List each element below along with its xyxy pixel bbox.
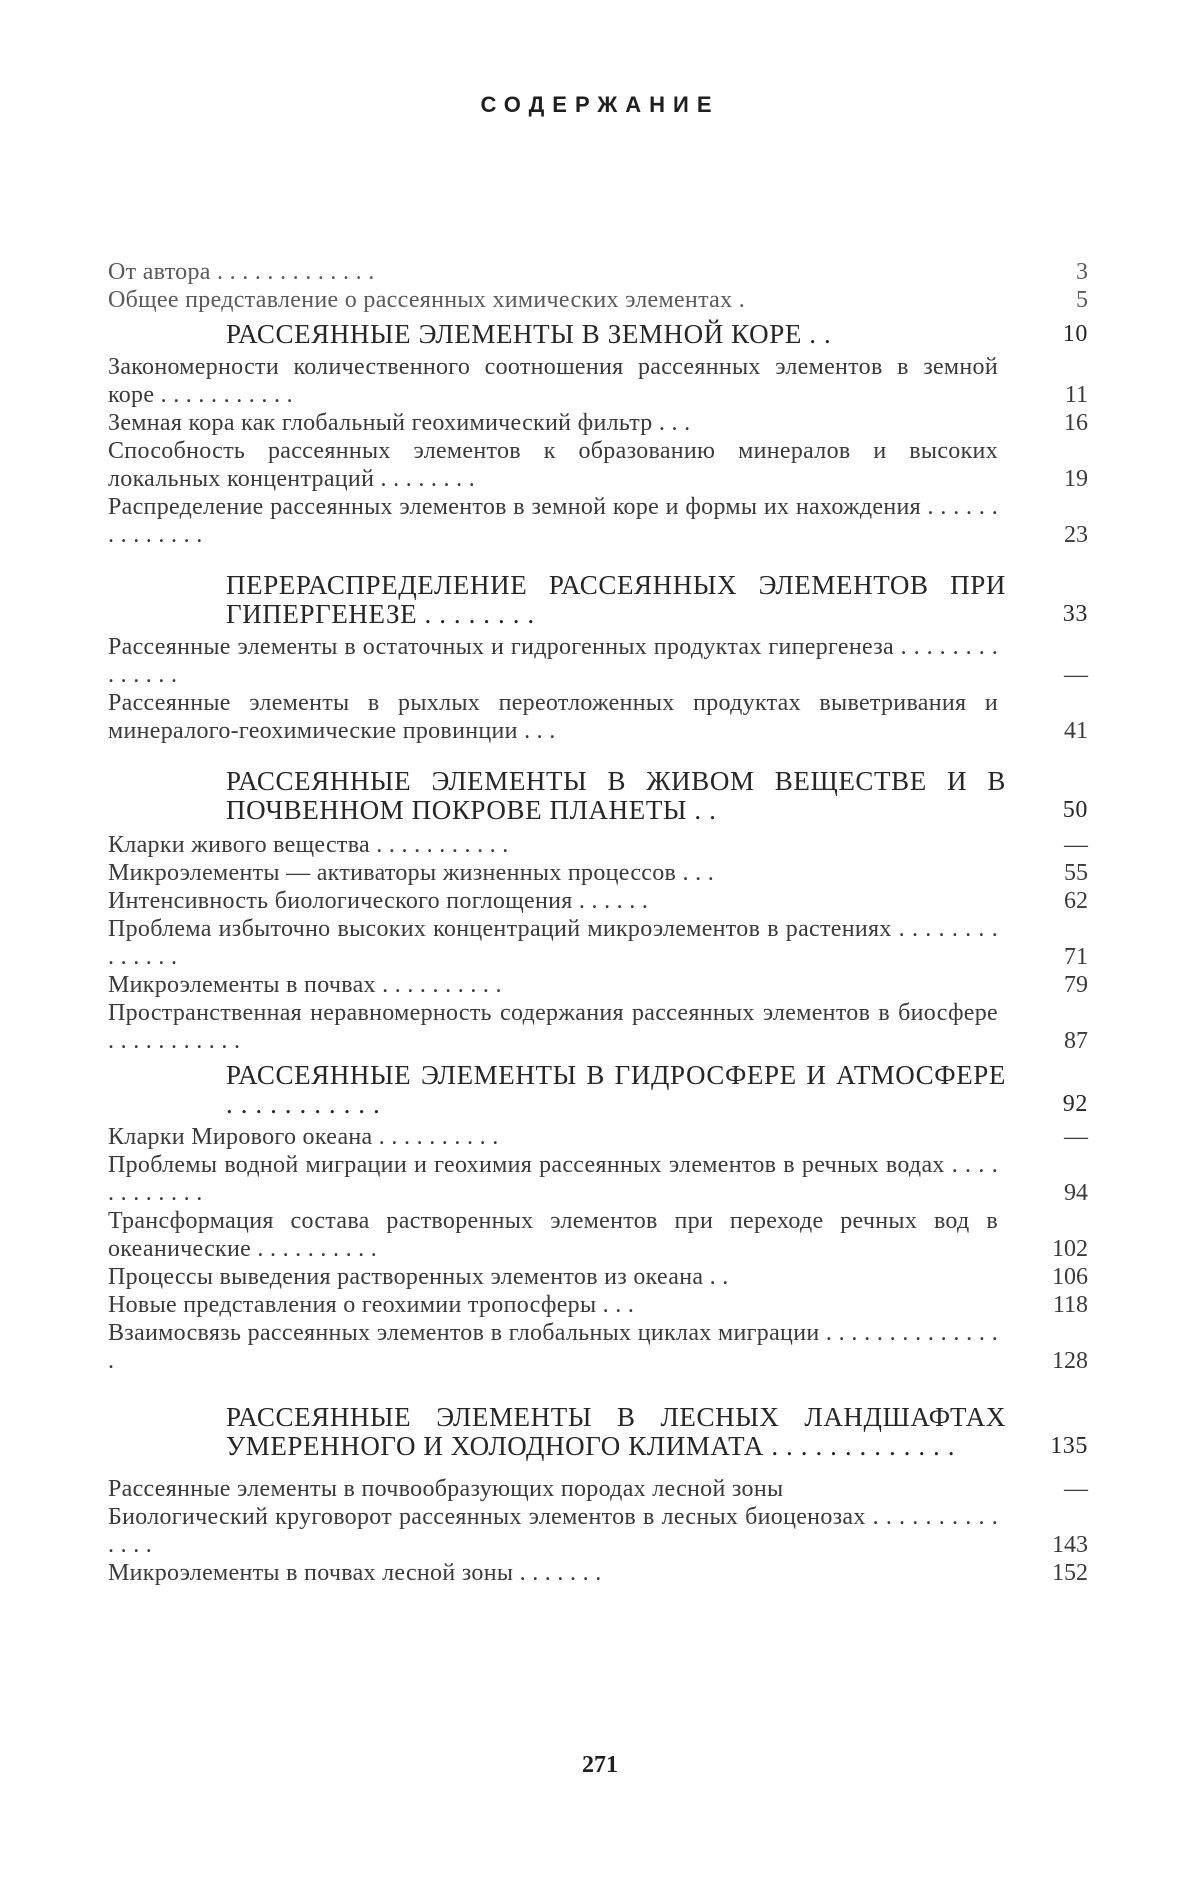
toc-section-title: ПЕРЕРАСПРЕДЕЛЕНИЕ РАССЕЯННЫХ ЭЛЕМЕНТОВ ПРИ ГИПЕРГЕНЕЗЕ . . . . . . . . [226,570,1006,629]
toc-page-number: 16 [1064,410,1088,436]
toc-page-number: 19 [1064,466,1088,492]
page-heading: СОДЕРЖАНИЕ [480,92,720,117]
toc-entry-title: Общее представление о рассеянных химических элементах . [108,287,746,313]
toc-page-number: 55 [1064,860,1088,886]
toc-entry-title: От автора . . . . . . . . . . . . . [108,259,375,285]
toc-entry [108,887,1088,915]
toc-entry-title: Способность рассеянных элементов к образованию минералов и высоких локальных концентраций . . . . . . . . [108,438,998,492]
toc-entry [108,1559,1088,1587]
toc-section [108,1403,1088,1461]
toc-page-number: 10 [1062,321,1088,347]
toc-page-number: 106 [1052,1264,1088,1290]
toc-entry-title: Микроэлементы — активаторы жизненных процессов . . . [108,860,714,886]
toc-page-number: 62 [1064,888,1088,914]
toc-entry-title: Процессы выведения растворенных элементов из океана . . [108,1264,729,1290]
toc-entry-title: Кларки Мирового океана . . . . . . . . . . [108,1124,499,1150]
toc-entry-title: Проблема избыточно высоких концентраций микроэлементов в растениях . . . . . . . . . . . . . . [108,916,998,970]
toc-entry-title: Взаимосвязь рассеянных элементов в глобальных циклах миграции . . . . . . . . . . . . . . . [108,1320,998,1374]
toc-entry-title: Биологический круговорот рассеянных элементов в лесных биоценозах . . . . . . . . . . . . . . [108,1504,998,1558]
toc-entry [108,999,1088,1055]
toc-page-number: 135 [1050,1433,1088,1459]
toc-entry [108,437,1088,493]
toc-section [108,571,1088,629]
toc-entry [108,1291,1088,1319]
toc-entry [108,859,1088,887]
toc-page-number: 102 [1052,1236,1088,1262]
toc-entry-title: Новые представления о геохимии тропосферы . . . [108,1292,635,1318]
toc-section-title: РАССЕЯННЫЕ ЭЛЕМЕНТЫ В ГИДРОСФЕРЕ И АТМОСФЕРЕ . . . . . . . . . . . [226,1060,1006,1119]
toc-entry [108,1123,1088,1151]
toc-page-number: 87 [1064,1028,1088,1054]
toc-entry-title: Трансформация состава растворенных элементов при переходе речных вод в океанические . . . . . . . . . . [108,1208,998,1262]
toc-entry [108,1207,1088,1263]
toc-entry-title: Рассеянные элементы в рыхлых переотложенных продуктах выветривания и минералого-геохимические провинции . . . [108,690,998,744]
toc-page-number: 3 [1076,259,1088,285]
toc-page-number: 23 [1064,522,1088,548]
toc-entry-title: Микроэлементы в почвах . . . . . . . . . . [108,972,502,998]
toc-page-number: 79 [1064,972,1088,998]
table-of-contents [108,258,1088,1587]
toc-entry [108,1319,1088,1375]
toc-entry-title: Проблемы водной миграции и геохимия рассеянных элементов в речных водах . . . . . . . . . . . . [108,1152,998,1206]
toc-section [108,1061,1088,1119]
toc-section-title: РАССЕЯННЫЕ ЭЛЕМЕНТЫ В ЗЕМНОЙ КОРЕ . . [226,319,832,349]
toc-entry-title: Пространственная неравномерность содержания рассеянных элементов в биосфере . . . . . . . . . . . [108,1000,998,1054]
toc-page-number: 5 [1076,287,1088,313]
toc-page-number: 11 [1064,382,1088,408]
toc-entry [108,1263,1088,1291]
toc-page-number: 71 [1064,944,1088,970]
toc-entry-title: Интенсивность биологического поглощения . . . . . . [108,888,649,914]
toc-section-title: РАССЕЯННЫЕ ЭЛЕМЕНТЫ В ЛЕСНЫХ ЛАНДШАФТАХ УМЕРЕННОГО И ХОЛОДНОГО КЛИМАТА . . . . . . . . . . . . . [226,1402,1006,1461]
toc-page-number: — [1064,1124,1088,1150]
toc-page-number: 33 [1062,601,1088,627]
toc-page-number: 41 [1064,718,1088,744]
toc-section-title: РАССЕЯННЫЕ ЭЛЕМЕНТЫ В ЖИВОМ ВЕЩЕСТВЕ И В ПОЧВЕННОМ ПОКРОВЕ ПЛАНЕТЫ . . [226,766,1006,825]
toc-page-number: — [1064,832,1088,858]
toc-entry [108,409,1088,437]
toc-entry [108,258,1088,286]
toc-entry [108,1151,1088,1207]
toc-entry [108,689,1088,745]
toc-page-number: 94 [1064,1180,1088,1206]
toc-entry-title: Закономерности количественного соотношения рассеянных элементов в земной коре . . . . . . . . . . . [108,354,998,408]
toc-page-number: 143 [1052,1532,1088,1558]
toc-entry-title: Распределение рассеянных элементов в земной коре и формы их нахождения . . . . . . . . . . . . . . [108,494,998,548]
toc-page-number: — [1064,662,1088,688]
toc-page-number: 152 [1052,1560,1088,1586]
toc-entry-title: Рассеянные элементы в остаточных и гидрогенных продуктах гипергенеза . . . . . . . . . . . . . . [108,634,998,688]
toc-entry [108,633,1088,689]
toc-entry [108,286,1088,314]
toc-entry [108,1503,1088,1559]
toc-page-number: — [1064,1476,1088,1502]
toc-entry [108,493,1088,549]
toc-entry [108,353,1088,409]
toc-entry-title: Микроэлементы в почвах лесной зоны . . . . . . . [108,1560,602,1586]
toc-entry-title: Земная кора как глобальный геохимический фильтр . . . [108,410,691,436]
toc-entry [108,915,1088,971]
toc-entry [108,971,1088,999]
toc-entry-title: Кларки живого вещества . . . . . . . . . . . [108,832,509,858]
toc-section [108,767,1088,825]
page-number: 271 [582,1752,618,1778]
toc-entry [108,831,1088,859]
toc-page-number: 128 [1052,1348,1088,1374]
toc-page-number: 118 [1052,1292,1088,1318]
toc-entry [108,1475,1088,1503]
toc-page-number: 50 [1062,797,1088,823]
toc-page-number: 92 [1062,1091,1088,1117]
toc-section [108,320,1088,349]
toc-entry-title: Рассеянные элементы в почвообразующих породах лесной зоны [108,1476,784,1502]
